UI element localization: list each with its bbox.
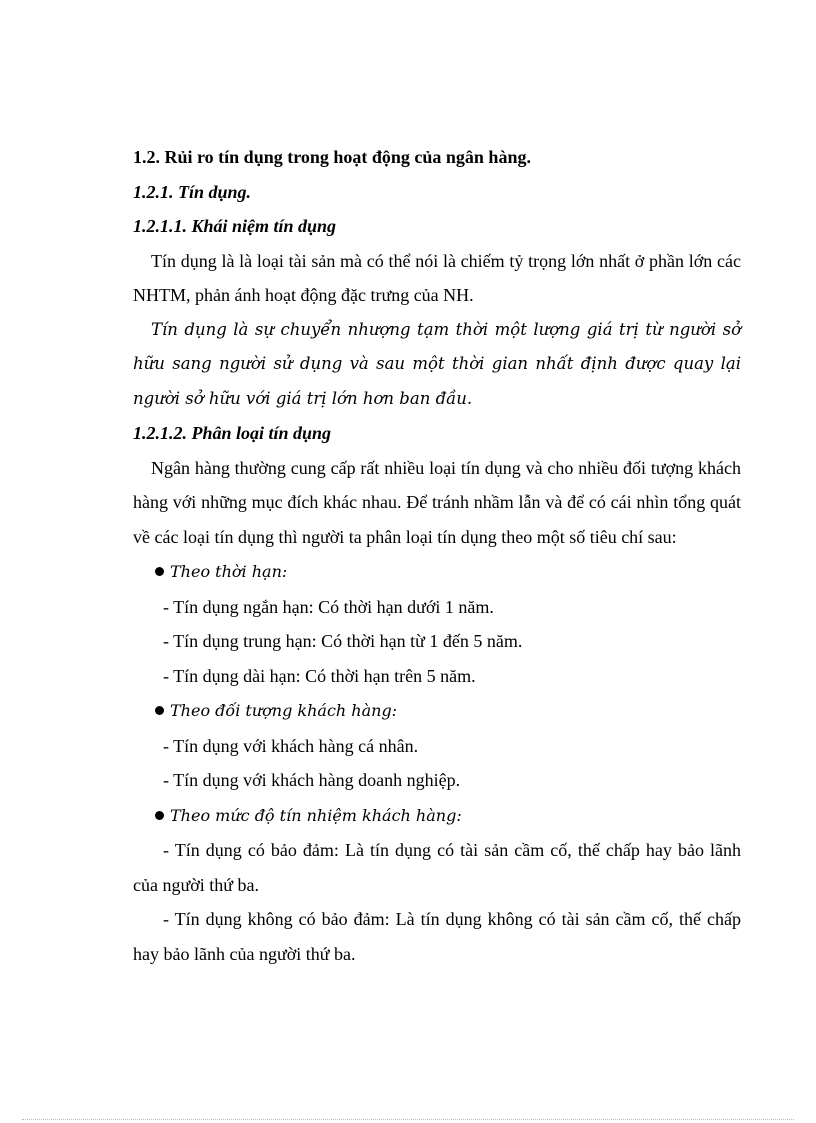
bullet-customer	[133, 693, 741, 729]
bullet-term	[133, 554, 741, 590]
section-heading: 1.2. Rủi ro tín dụng trong hoạt động của ngân hàng.	[133, 147, 531, 167]
bullet-icon	[155, 567, 164, 576]
subsection-heading: 1.2.1. Tín dụng.	[133, 181, 252, 202]
bullet-label: Theo đối tượng khách hàng:	[170, 701, 398, 720]
document-page	[133, 140, 741, 971]
list-item: - Tín dụng với khách hàng cá nhân.	[163, 735, 419, 756]
footer-divider	[22, 1119, 794, 1120]
classification-paragraph: Ngân hàng thường cung cấp rất nhiều loại tín dụng và cho nhiều đối tượng khách hàng với những mục đích khác nhau. Để tránh nhầm lẫn và để có cái nhìn tổng quát về các loại tín dụng thì người ta phân loại tín dụng theo một số tiêu chí sau:	[133, 457, 741, 547]
list-item: - Tín dụng có bảo đảm: Là tín dụng có tài sản cầm cố, thế chấp hay bảo lãnh của người thứ ba.	[133, 840, 741, 895]
bullet-label: Theo thời hạn:	[170, 562, 288, 581]
bullet-icon	[155, 811, 164, 820]
list-item: - Tín dụng không có bảo đảm: Là tín dụng không có tài sản cầm cố, thế chấp hay bảo lãnh của người thứ ba.	[133, 909, 741, 964]
bullet-trust	[133, 798, 741, 834]
concept-heading: 1.2.1.1. Khái niệm tín dụng	[133, 216, 337, 236]
list-item: - Tín dụng trung hạn: Có thời hạn từ 1 đến 5 năm.	[163, 631, 523, 651]
concept-paragraph: Tín dụng là là loại tài sản mà có thể nói là chiếm tỷ trọng lớn nhất ở phần lớn các NHTM, phản ánh hoạt động đặc trưng của NH.	[133, 250, 741, 305]
list-item: - Tín dụng với khách hàng doanh nghiệp.	[163, 770, 461, 790]
bullet-icon	[155, 706, 164, 715]
list-item: - Tín dụng dài hạn: Có thời hạn trên 5 năm.	[163, 665, 476, 686]
definition-paragraph: Tín dụng là sự chuyển nhượng tạm thời một lượng giá trị từ người sở hữu sang người sử dụng và sau một thời gian nhất định được quay lại người sở hữu với giá trị lớn hơn ban đầu.	[133, 319, 741, 408]
classification-heading: 1.2.1.2. Phân loại tín dụng	[133, 423, 332, 443]
bullet-label: Theo mức độ tín nhiệm khách hàng:	[170, 805, 462, 825]
list-item: - Tín dụng ngắn hạn: Có thời hạn dưới 1 năm.	[163, 596, 494, 617]
